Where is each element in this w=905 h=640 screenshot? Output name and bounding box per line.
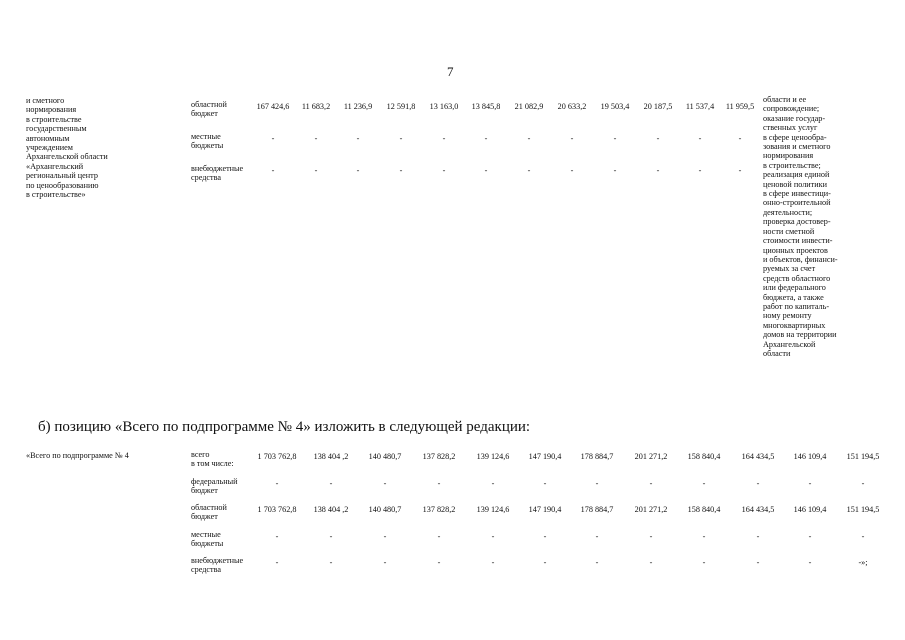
description-line: или федерального (763, 283, 826, 293)
description-line: в сфере инвестици- (763, 189, 831, 199)
description-line: домов на территории (763, 330, 837, 340)
value-cell: - (543, 479, 547, 488)
value-cell: - (702, 532, 706, 541)
description-line: руемых за счет (763, 264, 816, 274)
value-cell: 11 236,9 (343, 102, 373, 111)
value-cell: - (656, 166, 660, 175)
description-line: работ по капиталь- (763, 301, 830, 311)
value-cell: - (543, 558, 547, 567)
value-cell: - (437, 532, 441, 541)
funding-source (191, 477, 238, 496)
value-cell: - (383, 479, 387, 488)
funding-source-line: в том числе: (191, 459, 234, 469)
value-cell: - (656, 134, 660, 143)
funding-source-line: областной (191, 503, 227, 512)
value-cell: 146 109,4 (793, 505, 827, 514)
value-cell: - (756, 532, 760, 541)
description-line: Архангельской (763, 339, 816, 349)
funding-source-line: бюджеты (191, 141, 224, 151)
organization-line: в строительстве» (26, 190, 86, 200)
organization-line: автономным (26, 133, 70, 143)
value-cell: - (399, 134, 403, 143)
description-line: ционных проектов (763, 245, 828, 255)
funding-source (191, 132, 223, 151)
value-cell: 167 424,6 (256, 102, 290, 111)
value-cell: 138 404 ,2 (313, 505, 349, 514)
value-cell: - (437, 479, 441, 488)
value-cell: - (738, 166, 742, 175)
description-line: ности сметной (763, 226, 815, 236)
value-cell: 137 828,2 (422, 452, 456, 461)
value-cell: - (808, 479, 812, 488)
funding-source-line: федеральный (191, 477, 238, 486)
organization-line: Архангельской области (26, 152, 108, 162)
value-cell: - (738, 134, 742, 143)
description-line: нормирования (763, 151, 814, 161)
value-cell: - (275, 558, 279, 567)
funding-source-line: местные (191, 132, 221, 141)
description-line: проверка достовер- (763, 217, 831, 227)
funding-source (191, 164, 243, 183)
value-cell: - (570, 134, 574, 143)
value-cell: 137 828,2 (422, 505, 456, 514)
organization-line: региональный центр (26, 171, 98, 181)
description-line: ному ремонту (763, 311, 812, 321)
description-line: стоимости инвести- (763, 236, 833, 246)
description-line: в сфере ценообра- (763, 132, 827, 142)
description-line: области и ее (763, 95, 807, 104)
description-line: многоквартирных (763, 320, 826, 330)
value-cell: 19 503,4 (600, 102, 630, 111)
amendment-heading: б) позицию «Всего по подпрограмме № 4» изложить в следующей редакции: (38, 419, 531, 435)
description-line: реализация единой (763, 170, 830, 180)
description-line: ственных услуг (763, 123, 818, 133)
value-cell: 1 703 762,8 (257, 452, 297, 461)
description-line: и объектов, финанси- (763, 254, 838, 264)
value-cell: - (271, 134, 275, 143)
value-cell: - (702, 479, 706, 488)
value-cell: - (329, 558, 333, 567)
value-cell: 140 480,7 (368, 452, 402, 461)
subprogram-total-label: «Всего по подпрограмме № 4 (26, 451, 129, 460)
value-cell: - (491, 479, 495, 488)
value-cell: - (649, 532, 653, 541)
value-cell: 20 633,2 (557, 102, 587, 111)
organization-line: нормирования (26, 105, 77, 115)
value-cell: - (808, 532, 812, 541)
value-cell: - (484, 166, 488, 175)
value-cell: - (442, 166, 446, 175)
value-cell: 12 591,8 (386, 102, 416, 111)
value-cell: 164 434,5 (741, 505, 775, 514)
value-cell: - (491, 558, 495, 567)
page-number: 7 (447, 64, 454, 79)
funding-source-line: бюджеты (191, 539, 224, 549)
description-line: в строительстве; (763, 160, 821, 170)
value-cell: - (356, 134, 360, 143)
funding-source-line: внебюджетные (191, 164, 244, 173)
value-cell: 201 271,2 (634, 505, 668, 514)
value-cell: - (595, 558, 599, 567)
organization-line: и сметного (26, 96, 65, 105)
value-cell: - (861, 532, 865, 541)
value-cell: -»; (858, 558, 868, 567)
organization-name (26, 96, 108, 199)
value-cell: - (543, 532, 547, 541)
value-cell: - (527, 134, 531, 143)
organization-line: по ценообразованию (26, 180, 99, 190)
value-cell: - (649, 558, 653, 567)
description-line: деятельности; (763, 207, 813, 217)
activity-description (763, 95, 838, 358)
funding-source-line: областной (191, 100, 227, 109)
value-cell: 147 190,4 (528, 452, 562, 461)
organization-line: «Архангельский (26, 161, 84, 171)
organization-line: государственным (26, 124, 87, 134)
value-cell: - (314, 134, 318, 143)
organization-line: в строительстве (26, 114, 82, 124)
value-cell: - (271, 166, 275, 175)
value-cell: 139 124,6 (476, 505, 510, 514)
value-cell: 178 884,7 (580, 505, 614, 514)
value-cell: - (437, 558, 441, 567)
value-cell: 146 109,4 (793, 452, 827, 461)
value-cell: - (329, 479, 333, 488)
value-cell: - (484, 134, 488, 143)
value-cell: - (595, 479, 599, 488)
value-cell: 21 082,9 (514, 102, 544, 111)
funding-source-line: бюджет (191, 512, 218, 522)
value-cell: 138 404 ,2 (313, 452, 349, 461)
description-line: бюджета, а также (763, 292, 824, 302)
value-cell: - (399, 166, 403, 175)
funding-source-line: местные (191, 530, 221, 539)
value-cell: - (861, 479, 865, 488)
organization-line: учреждением (26, 143, 73, 153)
funding-source-line: средства (191, 565, 222, 575)
value-cell: - (698, 134, 702, 143)
description-line: зования и сметного (763, 142, 831, 152)
funding-source-line: бюджет (191, 109, 218, 119)
value-cell: 201 271,2 (634, 452, 668, 461)
value-cell: - (613, 134, 617, 143)
value-cell: - (356, 166, 360, 175)
funding-source (191, 450, 234, 469)
funding-source-line: средства (191, 173, 222, 183)
description-line: ценовой политики (763, 179, 827, 189)
funding-source (191, 556, 243, 575)
value-cell: 151 194,5 (846, 452, 880, 461)
value-cell: - (649, 479, 653, 488)
description-line: онно-строительной (763, 198, 831, 208)
funding-source (191, 530, 223, 549)
value-cell: - (756, 558, 760, 567)
value-cell: - (702, 558, 706, 567)
value-cell: 11 537,4 (685, 102, 715, 111)
value-cell: 20 187,5 (643, 102, 673, 111)
value-cell: - (275, 532, 279, 541)
value-cell: - (442, 134, 446, 143)
value-cell: 11 683,2 (301, 102, 331, 111)
value-cell: 1 703 762,8 (257, 505, 297, 514)
funding-source-line: внебюджетные (191, 556, 244, 565)
value-cell: 13 845,8 (471, 102, 501, 111)
funding-source-line: всего (191, 450, 210, 459)
description-line: области (763, 348, 791, 358)
value-cell: - (570, 166, 574, 175)
description-line: средств областного (763, 273, 831, 283)
value-cell: 151 194,5 (846, 505, 880, 514)
value-cell: - (491, 532, 495, 541)
value-cell: 158 840,4 (687, 452, 721, 461)
value-cell: 11 959,5 (725, 102, 755, 111)
description-line: сопровождение; (763, 104, 820, 114)
value-cell: 178 884,7 (580, 452, 614, 461)
value-cell: - (595, 532, 599, 541)
value-cell: - (314, 166, 318, 175)
value-cell: 13 163,0 (429, 102, 459, 111)
funding-source-line: бюджет (191, 486, 218, 496)
description-line: оказание государ- (763, 113, 826, 123)
value-cell: 140 480,7 (368, 505, 402, 514)
value-cell: - (383, 532, 387, 541)
value-cell: - (808, 558, 812, 567)
value-cell: - (527, 166, 531, 175)
value-cell: 139 124,6 (476, 452, 510, 461)
value-cell: 158 840,4 (687, 505, 721, 514)
value-cell: 147 190,4 (528, 505, 562, 514)
value-cell: - (756, 479, 760, 488)
funding-source (191, 503, 227, 522)
value-cell: - (698, 166, 702, 175)
value-cell: - (613, 166, 617, 175)
value-cell: 164 434,5 (741, 452, 775, 461)
value-cell: - (383, 558, 387, 567)
value-cell: - (275, 479, 279, 488)
value-cell: - (329, 532, 333, 541)
funding-source (191, 100, 227, 119)
